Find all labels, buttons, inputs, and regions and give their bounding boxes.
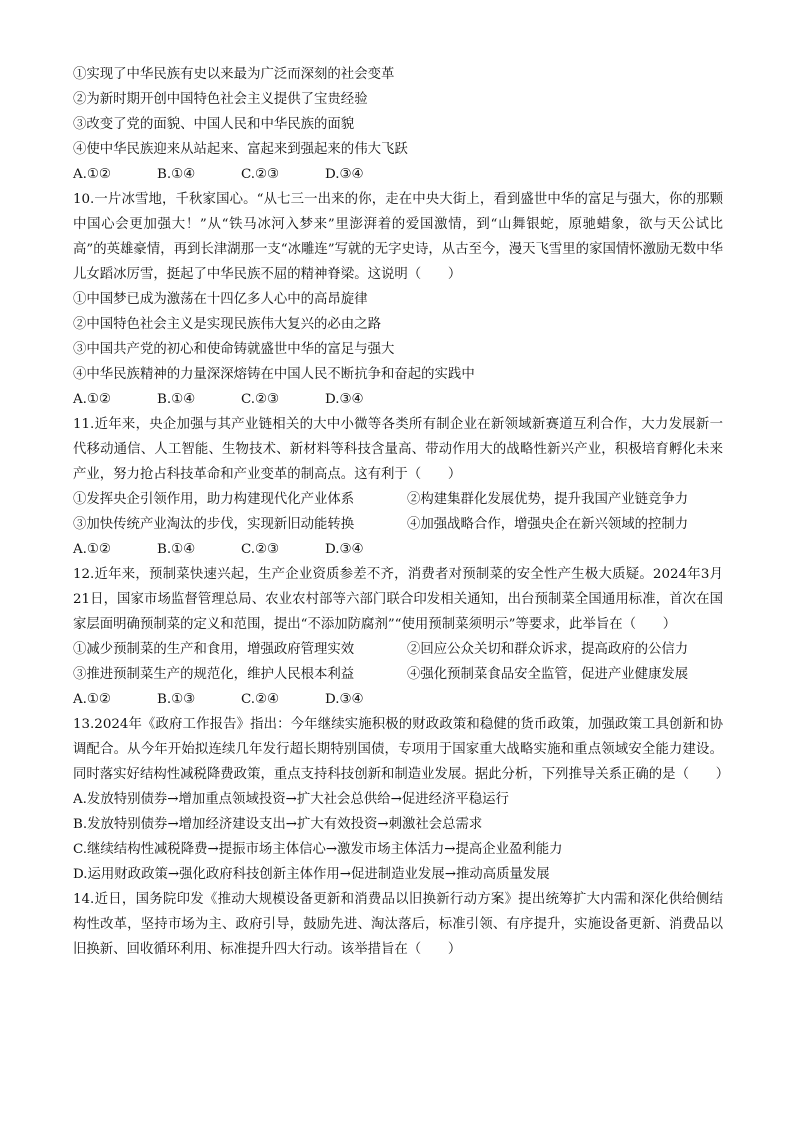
- q11-options-row-2: [73, 512, 723, 537]
- q9-answer-c: C.②③: [241, 167, 280, 182]
- q11-answer-d: D.③④: [325, 542, 364, 557]
- q9-option-4: ④使中华民族迎来从站起来、富起来到强起来的伟大飞跃: [73, 142, 408, 157]
- q11-stem: 11.近年来，央企加强与其产业链相关的大中小微等各类所有制企业在新领域新赛道互利合作，大力发展新一代移动通信、人工智能、生物技术、新材料等科技含量高、带动作用大的战略性新兴产业，积极培育孵化未来产业，努力抢占科技革命和产业变革的制高点。这有利于（ ）: [73, 417, 723, 482]
- q12-option-3: ③推进预制菜生产的规范化，维护人民根本利益: [73, 667, 355, 682]
- exam-page: [73, 62, 730, 962]
- q11-answer-b: B.①④: [157, 542, 196, 557]
- q11-answer-choices: [73, 537, 723, 562]
- q13-option-b: B.发放特别债券→增加经济建设支出→扩大有效投资→刺激社会总需求: [73, 817, 483, 832]
- q10-stem: 10.一片冰雪地，千秋家国心。“从七三一出来的你，走在中央大街上，看到盛世中华的富足与强大，你的那颗中国心会更加强大！”从“铁马冰河入梦来”里澎湃着的爱国激情，到“山舞银蛇，原驰蜡象，欲与天公试比高”的英雄豪情，再到长津湖那一支“冰雕连”写就的无字史诗，从古至今，漫天飞雪里的家国情怀激励无数中华儿女蹈冰厉雪，挺起了中华民族不屈的精神脊梁。这说明（ ）: [73, 192, 723, 282]
- q13-stem: 13.2024年《政府工作报告》指出：今年继续实施积极的财政政策和稳健的货币政策，加强政策工具创新和协调配合。从今年开始拟连续几年发行超长期特别国债，专项用于国家重大战略实施和重点领域安全能力建设。同时落实好结构性减税降费政策，重点支持科技创新和制造业发展。据此分析，下列推导关系正确的是（ ）: [73, 717, 730, 782]
- q12-option-2: ②回应公众关切和群众诉求，提高政府的公信力: [407, 642, 689, 657]
- q12-answer-choices: [73, 687, 723, 712]
- q9-option-3: ③改变了党的面貌、中国人民和中华民族的面貌: [73, 117, 355, 132]
- q11-answer-a: A.①②: [73, 542, 111, 557]
- q11-option-4: ④加强战略合作，增强央企在新兴领域的控制力: [407, 517, 689, 532]
- q11-option-2: ②构建集群化发展优势，提升我国产业链竞争力: [407, 492, 689, 507]
- q11-answer-c: C.②③: [241, 542, 280, 557]
- q9-option-2: ②为新时期开创中国特色社会主义提供了宝贵经验: [73, 92, 368, 107]
- q13-option-a: A.发放特别债券→增加重点领域投资→扩大社会总供给→促进经济平稳运行: [73, 792, 509, 807]
- q10-answer-a: A.①②: [73, 392, 111, 407]
- q13-option-d: D.运用财政政策→强化政府科技创新主体作用→促进制造业发展→推动高质量发展: [73, 867, 550, 882]
- q10-option-4: ④中华民族精神的力量深深熔铸在中国人民不断抗争和奋起的实践中: [73, 367, 475, 382]
- q12-options-row-1: [73, 637, 723, 662]
- q10-option-2: ②中国特色社会主义是实现民族伟大复兴的必由之路: [73, 317, 381, 332]
- q12-options-row-2: [73, 662, 723, 687]
- q10-option-3: ③中国共产党的初心和使命铸就盛世中华的富足与强大: [73, 342, 395, 357]
- q9-answer-b: B.①④: [157, 167, 196, 182]
- q9-option-1: ①实现了中华民族有史以来最为广泛而深刻的社会变革: [73, 67, 395, 82]
- q10-answer-d: D.③④: [325, 392, 364, 407]
- q9-answer-a: A.①②: [73, 167, 111, 182]
- q11-option-3: ③加快传统产业淘汰的步伐，实现新旧动能转换: [73, 517, 355, 532]
- q12-answer-b: B.①③: [157, 692, 196, 707]
- q11-options-row-1: [73, 487, 723, 512]
- q10-answer-choices: [73, 387, 723, 412]
- q9-answer-choices: [73, 162, 723, 187]
- q9-answer-d: D.③④: [325, 167, 364, 182]
- q12-stem: 12.近年来，预制菜快速兴起，生产企业资质参差不齐，消费者对预制菜的安全性产生极大质疑。2024年3月21日，国家市场监督管理总局、农业农村部等六部门联合印发相关通知，出台预制菜全国通用标准，首次在国家层面明确预制菜的定义和范围，提出“不添加防腐剂”“使用预制菜须明示”等要求，此举旨在（ ）: [73, 567, 723, 632]
- q11-option-1: ①发挥央企引领作用，助力构建现代化产业体系: [73, 492, 355, 507]
- q12-answer-c: C.②④: [241, 692, 280, 707]
- q14-stem: 14.近日，国务院印发《推动大规模设备更新和消费品以旧换新行动方案》提出统筹扩大内需和深化供给侧结构性改革，坚持市场为主、政府引导，鼓励先进、淘汰落后，标准引领、有序提升，实施设备更新、消费品以旧换新、回收循环利用、标准提升四大行动。该举措旨在（ ）: [73, 892, 723, 957]
- q10-answer-b: B.①④: [157, 392, 196, 407]
- q12-option-1: ①减少预制菜的生产和食用，增强政府管理实效: [73, 642, 355, 657]
- q12-answer-a: A.①②: [73, 692, 111, 707]
- q12-answer-d: D.③④: [325, 692, 364, 707]
- q12-option-4: ④强化预制菜食品安全监管，促进产业健康发展: [407, 667, 689, 682]
- q13-option-c: C.继续结构性减税降费→提振市场主体信心→激发市场主体活力→提高企业盈利能力: [73, 842, 563, 857]
- q10-option-1: ①中国梦已成为激荡在十四亿多人心中的高昂旋律: [73, 292, 368, 307]
- q10-answer-c: C.②③: [241, 392, 280, 407]
